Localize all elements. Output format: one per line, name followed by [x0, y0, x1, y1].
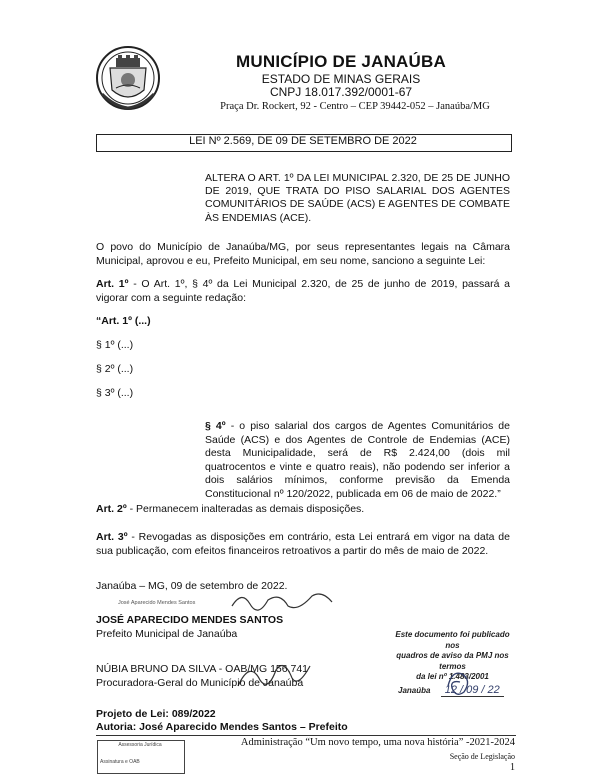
- paragraph-4-label: § 4º: [205, 420, 226, 432]
- mayor-signature-icon: [228, 588, 338, 614]
- stamp-place: Janaúba: [398, 685, 431, 695]
- law-ementa: ALTERA O ART. 1º DA LEI MUNICIPAL 2.320, DE 25 DE JUNHO DE 2019, QUE TRATA DO PISO SALARIAL DOS AGENTES COMUNITÁRIOS DE SAÚDE (ACS) E AGENTES DE COMBATE ÀS ENDEMIAS (ACE).: [205, 172, 510, 224]
- page-number: 1: [510, 762, 515, 773]
- stamp-signature-icon: [444, 668, 474, 698]
- attorney-name: NÚBIA BRUNO DA SILVA - OAB/MG 156.741: [96, 663, 309, 675]
- paragraph-4-text: - o piso salarial dos cargos de Agentes Comunitários de Saúde (ACS) e dos Agentes de Controle de Endemias (ACE) desta Municipalidade, será de R$ 2.424,00 (dois mil quatrocentos e vinte e quatro reais), não podendo ser inferior a dois salários mínimos, conforme previsão da Emenda Constitucional nº 120/2022, publicada em 06 de maio de 2022.”: [205, 420, 510, 500]
- municipal-seal-icon: [94, 44, 162, 112]
- article-2-label: Art. 2º: [96, 503, 127, 515]
- address: Praça Dr. Rockert, 92 - Centro – CEP 39442-052 – Janaúba/MG: [220, 101, 490, 112]
- place-date: Janaúba – MG, 09 de setembro de 2022.: [96, 580, 288, 592]
- legal-advisory-subtitle: Assinatura e OAB: [100, 759, 140, 765]
- quoted-article-1: “Art. 1º (...): [96, 315, 151, 327]
- article-3: [96, 530, 510, 558]
- article-1-label: Art. 1º: [96, 278, 129, 290]
- article-2-text: - Permanecem inalteradas as demais disposições.: [126, 503, 365, 515]
- footer-divider: [96, 735, 516, 736]
- attorney-role: Procuradora-Geral do Município de Janaúba: [96, 677, 304, 689]
- mayor-role: Prefeito Municipal de Janaúba: [96, 628, 238, 640]
- stamp-line-2: quadros de aviso da PMJ nos termos: [396, 651, 509, 671]
- cnpj: CNPJ 18.017.392/0001-67: [269, 85, 413, 99]
- project-number: Projeto de Lei: 089/2022: [96, 708, 216, 720]
- legal-advisory-title: Assessoria Jurídica: [118, 742, 162, 748]
- municipality-title: MUNICÍPIO DE JANAÚBA: [236, 52, 446, 71]
- mayor-name: JOSÉ APARECIDO MENDES SANTOS: [96, 614, 284, 626]
- paragraph-2: § 2º (...): [96, 363, 134, 375]
- stamp-date: 12 / 09 / 22: [441, 684, 504, 697]
- legislation-section: Seção de Legislação: [449, 752, 515, 761]
- paragraph-1: § 1º (...): [96, 339, 134, 351]
- paragraph-3: § 3º (...): [96, 387, 134, 399]
- stamp-line-3: da lei nº 1.483/2001: [416, 672, 489, 681]
- law-title: LEI Nº 2.569, DE 09 DE SETEMBRO DE 2022: [189, 135, 417, 147]
- project-author: Autoria: José Aparecido Mendes Santos – Prefeito: [96, 721, 348, 733]
- stamp-line-1: Este documento foi publicado nos: [395, 630, 510, 650]
- state-name: ESTADO DE MINAS GERAIS: [261, 72, 421, 86]
- mayor-digital-signature-label: José Aparecido Mendes Santos: [118, 600, 196, 606]
- administration-motto: Administração “Um novo tempo, uma nova história” -2021-2024: [240, 737, 515, 748]
- article-2: [96, 502, 510, 516]
- article-1: [96, 277, 510, 305]
- article-3-label: Art. 3º: [96, 531, 128, 543]
- preamble: O povo do Município de Janaúba/MG, por seus representantes legais na Câmara Municipal, aprovou e eu, Prefeito Municipal, em seu nome, sanciono a seguinte Lei:: [96, 241, 510, 267]
- paragraph-4: [205, 420, 510, 502]
- article-3-text: - Revogadas as disposições em contrário, esta Lei entrará em vigor na data de sua publicação, com efeitos financeiros retroativos a partir do mês de maio de 2022.: [96, 531, 510, 557]
- article-1-text: - O Art. 1º, § 4º da Lei Municipal 2.320, de 25 de junho de 2019, passará a vigorar com a seguinte redação:: [96, 278, 510, 304]
